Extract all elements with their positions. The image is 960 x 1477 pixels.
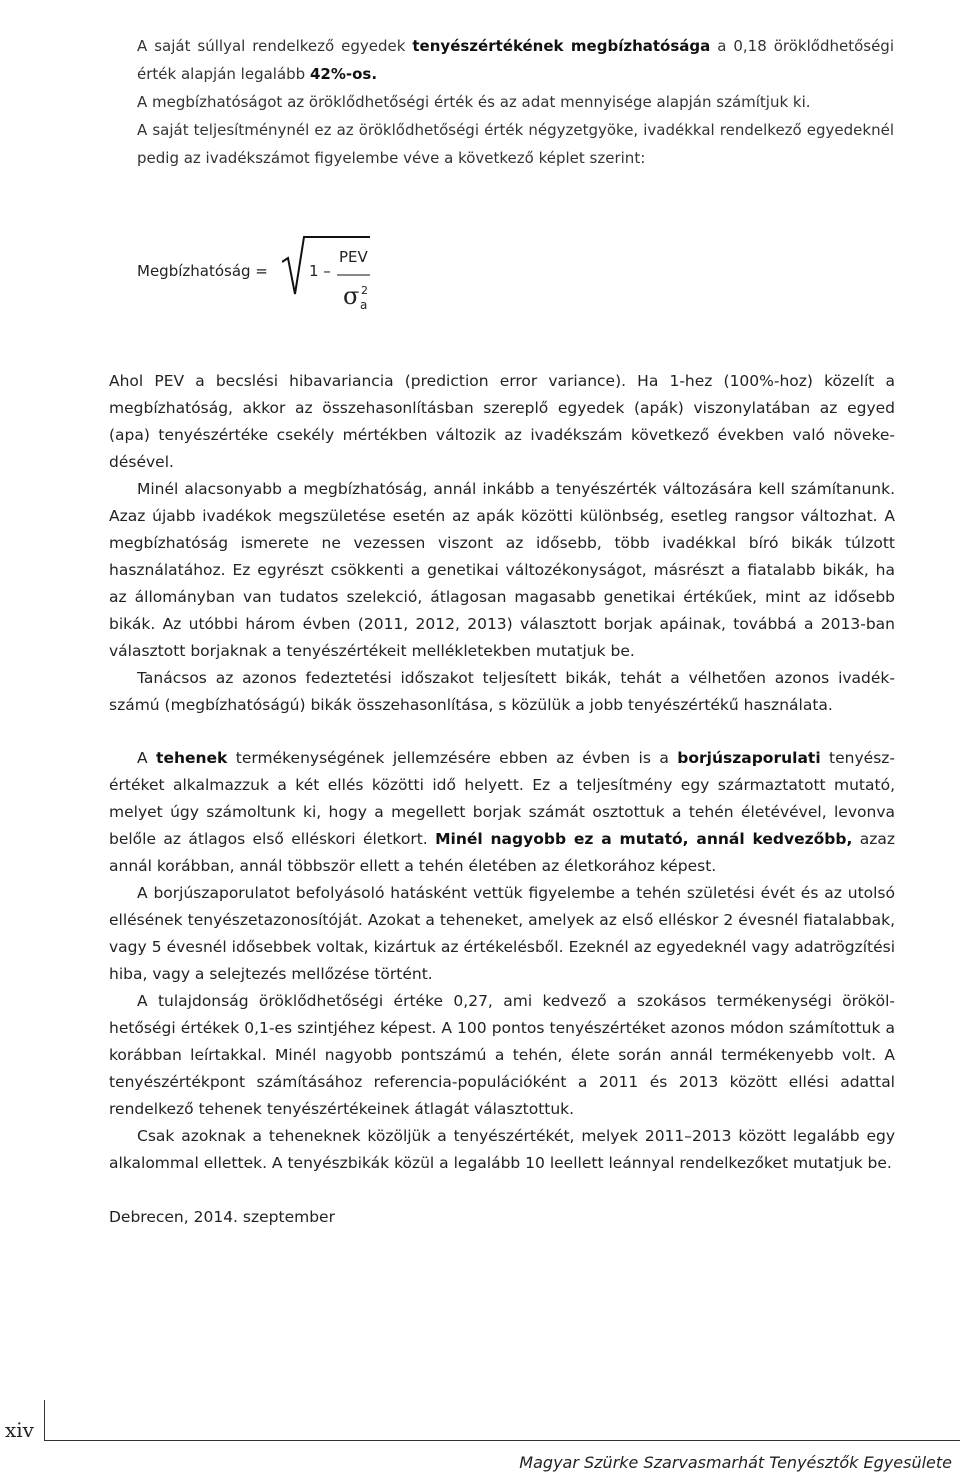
paragraph: A tulajdonság öröklődhetőségi értéke 0,27, ami kedvező a szokásos termékenységi örökölhetőségi értékek 0,1-es szintjéhez képest. A 100 pontos tenyészértéket azonos módon számítottuk a korábban leírtakkal. Minél nagyobb pontszámú a tehén, élete során annál termékenyebb volt. A tenyészértékpont számításához referencia-populációként a 2011 és 2013 között ellési adattal rendelkező tehenek tenyészértékeinek átlagát választottuk. bbox=[109, 992, 895, 1118]
formula-superscript: 2 bbox=[361, 284, 368, 297]
text-span: A saját súllyal rendelkező egyedek bbox=[137, 37, 413, 55]
formula-sigma: σ bbox=[343, 282, 360, 310]
footer-divider bbox=[45, 1440, 960, 1441]
reliability-formula bbox=[137, 232, 397, 322]
formula-one: 1 – bbox=[309, 262, 331, 280]
text-span: A megbízhatóságot az öröklődhetőségi érték és az adat mennyisége alapján számítjuk ki. bbox=[137, 93, 811, 111]
paragraph: Minél alacsonyabb a megbízhatóság, annál inkább a tenyészérték változására kell számítanunk. Azaz újabb ivadékok megszületése esetén az apák közötti különbség, esetleg rangsor változhat. A megbízhatóság ismerete ne vezessen viszont az idősebb, több ivadékkal bíró bikák túlzott használatához. Ez egyrészt csökkenti a genetikai változékonyságot, másrészt a fiatalabb bikák, ha az állományban van tudatos szelekció, átlagosan magasabb genetikai értékűek, mint az idősebb bikák. Az utóbbi három évben (2011, 2012, 2013) választott borjak apáinak, továbbá a 2013-ban választott borjaknak a tenyészértékeit mellékletekben mutatjuk be. bbox=[109, 480, 895, 660]
footer-divider-vertical bbox=[44, 1400, 45, 1441]
text-span: a 0,18 öröklődhetőségi érték alapján legalább bbox=[137, 37, 894, 83]
paragraph: Tanácsos az azonos fedeztetési időszakot teljesített bikák, tehát a vélhetően azonos ivadékszámú (megbízhatóságú) bikák összehasonlítása, s közülük a jobb tenyészértékű használata. bbox=[109, 669, 895, 714]
paragraph: A borjúszaporulatot befolyásoló hatásként vettük figyelembe a tehén születési évét és az utolsó ellésének tenyészetazonosítóját. Azokat a teheneket, amelyek az első elléskor 2 évesnél fiatalabbak, vagy 5 évesnél idősebbek voltak, kizártuk az értékelésből. Ezeknél az egyedeknél vagy adatrögzítési hiba, vagy a selejtezés mellőzése történt. bbox=[109, 884, 895, 983]
bold-text: tehenek bbox=[156, 749, 228, 767]
text-span: azaz annál korábban, annál többször ellett a tehén életében az életkorához képest. bbox=[109, 830, 896, 875]
page-number: xiv bbox=[5, 1418, 34, 1442]
text-span: A saját teljesítménynél ez az öröklődhetőségi érték négyzetgyöke, ivadékkal rendelkező egyedeknél pedig az ivadékszámot figyelembe véve a következő képlet szerint: bbox=[137, 121, 894, 167]
text-span: tenyészértéket alkalmazzuk a két ellés közötti idő helyett. Ez a teljesítmény egy származtatott mutató, melyet úgy számoltunk ki, hogy a megellett borjak számát osztottuk a tehén életévével, levonva belőle az átlagos első elléskori életkort. bbox=[109, 749, 896, 848]
paragraph: Csak azoknak a teheneknek közöljük a tenyészértékét, melyek 2011–2013 között legalább egy alkalommal ellettek. A tenyészbikák közül a legalább 10 leellett leánnyal rendelkezőket mutatjuk be. bbox=[109, 1127, 895, 1172]
intro-paragraph bbox=[137, 32, 894, 172]
text-span: termékenységének jellemzésére ebben az évben is a bbox=[227, 749, 678, 767]
formula-numerator: PEV bbox=[339, 248, 368, 266]
cow-fertility-section bbox=[109, 745, 895, 1231]
footer-organization: Magyar Szürke Szarvasmarhát Tenyésztők Egyesülete bbox=[519, 1453, 952, 1472]
paragraph bbox=[109, 745, 895, 880]
bold-text: 42%-os. bbox=[309, 65, 378, 83]
bold-text: Minél nagyobb ez a mutató, annál kedvezőbb, bbox=[435, 830, 853, 848]
date-line: Debrecen, 2014. szeptember bbox=[109, 1208, 335, 1226]
bold-text: borjúszaporulati bbox=[677, 749, 821, 767]
text-span: A bbox=[137, 749, 157, 767]
formula-subscript: a bbox=[360, 298, 368, 312]
reliability-section bbox=[109, 368, 895, 719]
formula-lhs: Megbízhatóság = bbox=[137, 262, 268, 280]
bold-text: tenyészértékének megbízhatósága bbox=[412, 37, 711, 55]
paragraph: Ahol PEV a becslési hibavariancia (prediction error variance). Ha 1-hez (100%-hoz) közelít a megbízhatóság, akkor az összehasonlításban szereplő egyedek (apák) viszonylatában az egyed (apa) tenyészértéke csekély mértékben változik az ivadékszám következő években való növekedésével. bbox=[109, 372, 895, 471]
